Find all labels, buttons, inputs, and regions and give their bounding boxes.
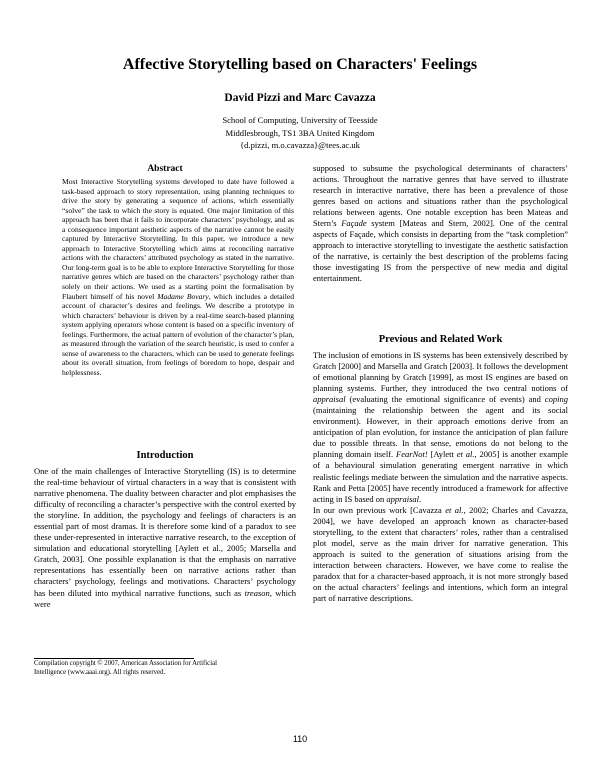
page-number: 110 [292, 734, 308, 744]
introduction-paragraph [34, 466, 296, 610]
continuation-paragraph [313, 163, 568, 285]
previous-work-paragraph-2 [313, 505, 568, 604]
abstract-text-b: , which includes a detailed account of character’s desires and feelings. We describe a prototype in which characters’ behaviour is driven by a real-time search-based planning system applying operators whose content is based on a specific inventory of feelings. Furthermore, the actual pattern of evolution of the character’s plan, as measured through the variation of the search heuristic, is used to confer a sense of awareness to the characters, which can be used to generate feelings about its overall situation, from feelings of boredom to hope, despair and helplessness. [62, 291, 295, 377]
introduction-body [34, 466, 296, 610]
prev-p2-a: In our own previous work [Cavazza [313, 504, 446, 515]
right-column-continuation [313, 163, 568, 285]
paper-title: Affective Storytelling based on Characters' Feelings [122, 56, 478, 73]
prev-italic-coping: coping [544, 394, 568, 405]
cont-text-b: system [Mateas and Stern, 2002]. One of the central aspects of Façade, which consists in departing from the “task completion” approach to interactive storytelling to investigate the aesthetic satisfaction of the narrative, is certainly the best description of the problems facing those investigating IS from the perspective of new media and digital entertainment. [313, 218, 568, 284]
copyright-footnote [34, 660, 296, 677]
previous-work-heading: Previous and Related Work [378, 334, 503, 345]
intro-italic-treason: treason [244, 587, 270, 598]
footnote-line2: Intelligence (www.aaai.org). All rights reserved. [34, 668, 166, 676]
intro-text-b: , which were [34, 587, 296, 609]
prev-p2-italic-etal: et al. [445, 504, 464, 515]
affiliation-address: Middlesbrough, TS1 3BA United Kingdom [225, 127, 375, 138]
paper-authors: David Pizzi and Marc Cavazza [224, 92, 376, 104]
cont-text-a: supposed to subsume the psychological determinants of characters’ actions. Throughout the narrative genres that have served to illustrate research in interactive narrative, there has been a prevalence of those genres based on actions and situations rather than the psychological relations between agents. One notable exception has been Mateas and Stern’s [313, 163, 568, 229]
prev-p1-e: , 2005] is another example of a behavioural simulation generating emergent narrative in which realistic feelings mediate between the simulation and the narrative aspects. Rank and Petta [2005] have recently introduced a framework for affective acting in IS based on [313, 449, 568, 504]
intro-text-a: One of the main challenges of Interactive Storytelling (IS) is to determine the real-time behaviour of virtual characters in a way that is consistent with narrative phenomena. The duality between character and plot emphasises the difficulty of reconciling a character’s perspective with the control exerted by the storyline. In addition, the psychology and feelings of characters is an essential part of most dramas. It is therefore some kind of a paradox to see these under-represented in interactive narrative research, to the exception of simulation and educational storytelling [Aylett et al., 2005; Marsella and Gratch, 2003]. One possible explanation is that the emphasis on narrative representations has essentially been on narrative actions rather than characters’ psychology, feelings and motivations. Characters’ psychology has been diluted into mythical narrative functions, such as [34, 466, 296, 598]
footnote-rule [34, 658, 194, 659]
previous-work-body [313, 350, 568, 604]
prev-p1-f: . [419, 493, 422, 504]
cont-italic-facade: Façade [341, 218, 367, 229]
affiliation [0, 114, 600, 152]
previous-work-paragraph-1 [313, 350, 568, 505]
affiliation-school: School of Computing, University of Teesside [222, 115, 378, 125]
footnote-line1: Compilation copyright © 2007, American Association for Artificial [34, 660, 217, 667]
abstract-italic-novel: Madame Bovary [157, 291, 209, 301]
abstract-paragraph [62, 177, 294, 377]
abstract-text-a: Most Interactive Storytelling systems developed to date have followed a task-based approach to story representation, using planning techniques to drive the story by generating a sequence of actions, which essentially “solve” the task to which the story is equated. One major limitation of this approach has been that it fails to incorporate characters’ psychology, and as a consequence important aesthetic aspects of the narrative cannot be easily captured by Interactive Storytelling. In this paper, we introduce a new approach to Interactive Storytelling which aims at reconciling narrative actions with the characters’ attributed psychology as stated in the narrative. Our long-term goal is to be able to explore Interactive Storytelling for those narrative genres which are based on the characters’ psychology rather than solely on their actions. We used as a starting point the formalisation by Flaubert himself of his novel [62, 177, 294, 301]
abstract-body [62, 177, 294, 377]
prev-p1-c: (maintaining the relationship between the agent and its social environment). However, in their approach emotions derive from an anticipation of plan evolution, for instance the anticipation of plan failure due to possible threats. In that sense, emotions do not belong to the planning domain itself. [313, 405, 568, 460]
prev-italic-appraisal-2: appraisal [386, 493, 420, 504]
prev-italic-fearnot: FearNot! [396, 449, 428, 460]
introduction-heading: Introduction [136, 450, 194, 461]
abstract-heading: Abstract [147, 164, 183, 174]
affiliation-email: {d.pizzi, m.o.cavazza}@tees.ac.uk [240, 140, 360, 150]
prev-italic-appraisal: appraisal [313, 394, 346, 405]
prev-italic-etal: et al. [456, 449, 475, 460]
prev-p1-b: (evaluating the emotional significance of events) and [345, 394, 545, 405]
prev-p2-b: , 2002; Charles and Cavazza, 2004], we have developed an approach known as character-based storytelling, to the extent that characters’ roles, rather than a centralised plot model, serve as the main driver for narrative generation. This approach is suited to the generation of situations arising from the interaction between characters. However, we have come to realise the paradox that for a character-based approach, it is not more strongly based on the actual characters’ feelings and intentions, which form an integral part of narrative descriptions. [313, 504, 569, 604]
prev-p1-d: [Aylett [427, 449, 457, 460]
prev-p1-a: The inclusion of emotions in IS systems has been extensively described by Gratch [2000] and Marsella and Gratch [2003]. It follows the development of emotional planning by Gratch [1999], as most IS engines are based on planning systems. Further, they introduced the two central notions of [313, 350, 568, 394]
